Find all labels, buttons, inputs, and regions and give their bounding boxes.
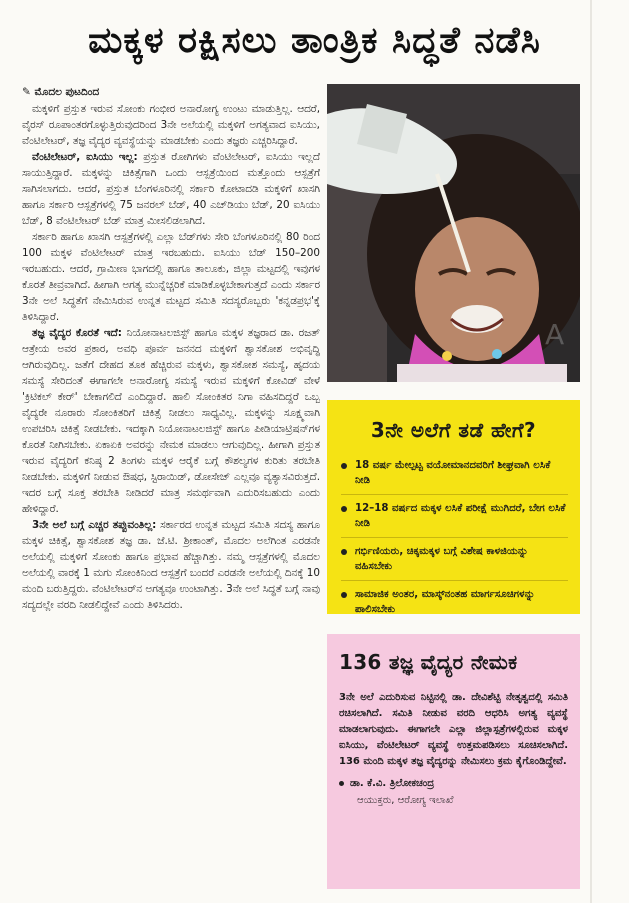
prevention-list	[341, 458, 568, 623]
list-item: ಸಾಮಾಜಿಕ ಅಂತರ, ಮಾಸ್ಕ್‌ನಂತಹ ಮಾರ್ಗಸೂಚಿಗಳನ್ನು ಪಾಲಿಸಬೇಕು	[341, 587, 568, 623]
quote-name: ಡಾ. ಕೆ.ವಿ. ತ್ರಿಲೋಕಚಂದ್ರ	[350, 778, 435, 789]
page-edge-divider	[590, 0, 592, 903]
paragraph-4: ತಜ್ಞ ವೈದ್ಯರ ಕೊರತೆ ಇದೆ: ನಿಯೋನಾಟಲಜಿಸ್ಟ್ ಹಾಗೂ ಮಕ್ಕಳ ತಜ್ಞರಾದ ಡಾ. ರಜತ್ ಆತ್ರೇಯ ಅವರ ಪ್ರಕಾರ, ಅವಧಿ ಪೂರ್ವ ಜನನದ ಮಕ್ಕಳಿಗೆ ಶ್ವಾಸಕೋಶ ಅಭಿವೃದ್ಧಿ ಆಗಿರುವುದಿಲ್ಲ. ಜತೆಗೆ ದೇಹದ ತೂಕ ಹೆಚ್ಚಿರುವ ಮಕ್ಕಳು, ಶ್ವಾಸಕೋಶ ಸಮಸ್ಯೆ, ಹೃದಯ ಸಮಸ್ಯೆ ಸೇರಿದಂತೆ ಈಗಾಗಲೇ ಅನಾರೋಗ್ಯ ಸಮಸ್ಯೆ ಇರುವ ಮಕ್ಕಳಿಗೆ ಕೋವಿಡ್ ವೇಳೆ 'ಕ್ರಿಟಿಕಲ್ ಕೇರ್' ಬೇಕಾಗಲಿದೆ ಎಂದಿದ್ದಾರೆ. ಹಾಲಿ ಸೋಂಕಿತರ ನಿಗಾ ವಹಿಸದಿದ್ದರೆ ಒಬ್ಬ ವೈದ್ಯರೇ ನೂರಾರು ಸೋಂಕಿತರಿಗೆ ಚಿಕಿತ್ಸೆ ನೀಡಲು ಸಾಧ್ಯವಿಲ್ಲ. ಮಕ್ಕಳನ್ನು ಸೂಕ್ಷ್ಮವಾಗಿ ಉಪಚರಿಸಿ ಚಿಕಿತ್ಸೆ ನೀಡಬೇಕು. ಇದಕ್ಕಾಗಿ ನಿಯೋನಾಟಲಜಿಸ್ಟ್ ಹಾಗೂ ಪೀಡಿಯಾಟ್ರಿಷನ್‌ಗಳ ಕೊರತೆ ನೀಗಿಸಬೇಕು. ಏಕಾಏಕಿ ಅವರನ್ನು ನೇಮಕ ಮಾಡಲು ಆಗುವುದಿಲ್ಲ. ಹೀಗಾಗಿ ಪ್ರಸ್ತುತ ಇರುವ ವೈದ್ಯರಿಗೆ ಕನಿಷ್ಠ 2 ತಿಂಗಳು ಮಕ್ಕಳ ಆರೈಕೆ ಬಗ್ಗೆ ಕೌಶಲ್ಯಗಳ ಕುರಿತು ತರಬೇತಿ ನೀಡಬೇಕು. ಮಕ್ಕಳಿಗೆ ನೀಡುವ ಔಷಧ, ಸ್ಟಿರಾಯಿಡ್, ಡೋಸೇಜ್ ಎಲ್ಲವೂ ವ್ಯತ್ಯಾಸವಿರುತ್ತದೆ. ಇದರ ಬಗ್ಗೆ ಸೂಕ್ತ ತರಬೇತಿ ನೀಡಿದರೆ ಮಾತ್ರ ಸಮರ್ಥವಾಗಿ ಎದುರಿಸಬಹುದು ಎಂದು ಹೇಳಿದ್ದಾರೆ.	[22, 327, 320, 515]
prevention-box	[327, 400, 580, 614]
dateline: ✎ ಮೊದಲ ಪುಟದಿಂದ	[22, 86, 100, 98]
headline: ಮಕ್ಕಳ ರಕ್ಷಿಸಲು ತಾಂತ್ರಿಕ ಸಿದ್ಧತೆ ನಡೆಸಿ	[88, 20, 541, 61]
child-swab-test-photo	[327, 84, 580, 382]
bullet-icon	[341, 506, 347, 512]
paragraph-1: ಮಕ್ಕಳಿಗೆ ಪ್ರಸ್ತುತ ಇರುವ ಸೋಂಕು ಗಂಭೀರ ಅನಾರೋಗ್ಯ ಉಂಟು ಮಾಡುತ್ತಿಲ್ಲ. ಆದರೆ, ವೈರಸ್ ರೂಪಾಂತರಗೊಳ್ಳುತ್ತಿರುವುದರಿಂದ 3ನೇ ಅಲೆಯಲ್ಲಿ ಮಕ್ಕಳಿಗೆ ಅಗತ್ಯವಾದ ಐಸಿಯು, ವೆಂಟಿಲೇಟರ್, ತಜ್ಞ ವೈದ್ಯರ ವ್ಯವಸ್ಥೆಯನ್ನು ಮಾಡಬೇಕು ಎಂದು ತಜ್ಞರು ಎಚ್ಚರಿಸಿದ್ದಾರೆ.	[22, 103, 320, 147]
paragraph-2: ವೆಂಟಿಲೇಟರ್, ಐಸಿಯು ಇಲ್ಲ: ಪ್ರಸ್ತುತ ರೋಗಿಗಳು ವೆಂಟಿಲೇಟರ್, ಐಸಿಯು ಇಲ್ಲದೆ ಸಾಯುತ್ತಿದ್ದಾರೆ. ಮಕ್ಕಳನ್ನು ಚಿಕಿತ್ಸೆಗಾಗಿ ಒಂದು ಆಸ್ಪತ್ರೆಯಿಂದ ಮತ್ತೊಂದು ಆಸ್ಪತ್ರೆಗೆ ಸಾಗಿಸಲಾಗದು. ಆದರೆ, ಪ್ರಸ್ತುತ ಬೆಂಗಳೂರಿನಲ್ಲಿ ಸರ್ಕಾರಿ ಕೋಟಾದಡಿ ಮಕ್ಕಳಿಗೆ ಖಾಸಗಿ ಹಾಗೂ ಸರ್ಕಾರಿ ಆಸ್ಪತ್ರೆಗಳಲ್ಲಿ 75 ಜನರಲ್ ಬೆಡ್, 40 ಎಚ್‌ಡಿಯು ಬೆಡ್, 20 ಐಸಿಯು ಬೆಡ್, 8 ವೆಂಟಿಲೇಟರ್ ಬೆಡ್ ಮಾತ್ರ ಮೀಸಲಿಡಲಾಗಿದೆ.	[22, 151, 320, 227]
prevention-box-title: 3ನೇ ಅಲೆಗೆ ತಡೆ ಹೇಗೆ?	[370, 418, 537, 442]
svg-text:A: A	[545, 318, 565, 351]
doctor-appointment-title: 136 ತಜ್ಞ ವೈದ್ಯರ ನೇಮಕ	[339, 650, 518, 674]
quote-attribution	[339, 776, 568, 791]
list-item: ಗರ್ಭಿಣಿಯರು, ಚಿಕ್ಕಮಕ್ಕಳ ಬಗ್ಗೆ ವಿಶೇಷ ಕಾಳಜಿಯನ್ನು ವಹಿಸಬೇಕು	[341, 544, 568, 581]
article-body	[22, 84, 320, 896]
list-item: 18 ವರ್ಷ ಮೇಲ್ಪಟ್ಟ ವಯೋಮಾನದವರಿಗೆ ಶೀಘ್ರವಾಗಿ ಲಸಿಕೆ ನೀಡಿ	[341, 458, 568, 495]
subhead-doctor-shortage: ತಜ್ಞ ವೈದ್ಯರ ಕೊರತೆ ಇದೆ:	[32, 327, 122, 339]
doctor-appointment-box	[327, 634, 580, 889]
bullet-icon	[341, 592, 347, 598]
subhead-third-wave: 3ನೇ ಅಲೆ ಬಗ್ಗೆ ಎಚ್ಚರ ತಪ್ಪುವಂತಿಲ್ಲ:	[32, 519, 157, 531]
bullet-icon	[339, 781, 344, 786]
list-item: 12–18 ವರ್ಷದ ಮಕ್ಕಳ ಲಸಿಕೆ ಪರೀಕ್ಷೆ ಮುಗಿದರೆ, ಬೇಗ ಲಸಿಕೆ ನೀಡಿ	[341, 501, 568, 538]
doctor-appointment-body: 3ನೇ ಅಲೆ ಎದುರಿಸುವ ನಿಟ್ಟಿನಲ್ಲಿ ಡಾ. ದೇವಿಶೆಟ್ಟಿ ನೇತೃತ್ವದಲ್ಲಿ ಸಮಿತಿ ರಚಿಸಲಾಗಿದೆ. ಸಮಿತಿ ನೀಡುವ ವರದಿ ಆಧರಿಸಿ ಅಗತ್ಯ ವ್ಯವಸ್ಥೆ ಮಾಡಲಾಗುವುದು. ಈಗಾಗಲೇ ಎಲ್ಲಾ ಜಿಲ್ಲಾಸ್ಪತ್ರೆಗಳಲ್ಲಿರುವ ಮಕ್ಕಳ ಐಸಿಯು, ವೆಂಟಿಲೇಟರ್ ವ್ಯವಸ್ಥೆ ಉತ್ತಮಪಡಿಸಲು ಸೂಚಿಸಲಾಗಿದೆ. 136 ಮಂದಿ ಮಕ್ಕಳ ತಜ್ಞ ವೈದ್ಯರನ್ನು ನೇಮಿಸಲು ಕ್ರಮ ಕೈಗೊಂಡಿದ್ದೇವೆ.	[339, 692, 568, 767]
paragraph-3: ಸರ್ಕಾರಿ ಹಾಗೂ ಖಾಸಗಿ ಆಸ್ಪತ್ರೆಗಳಲ್ಲಿ ಎಲ್ಲಾ ಬೆಡ್‌ಗಳು ಸೇರಿ ಬೆಂಗಳೂರಿನಲ್ಲಿ 80 ರಿಂದ 100 ಮಕ್ಕಳ ವೆಂಟಿಲೇಟರ್ ಮಾತ್ರ ಇರಬಹುದು. ಐಸಿಯು ಬೆಡ್ 150–200 ಇರಬಹುದು. ಆದರೆ, ಗ್ರಾಮೀಣ ಭಾಗದಲ್ಲಿ ಹಾಗೂ ತಾಲೂಕು, ಜಿಲ್ಲಾ ಮಟ್ಟದಲ್ಲಿ ಇವುಗಳ ಕೊರತೆ ತೀವ್ರವಾಗಿದೆ. ಹೀಗಾಗಿ ಅಗತ್ಯ ಮುನ್ನೆಚ್ಚರಿಕೆ ಮಾಡಿಕೊಳ್ಳಬೇಕಾಗುತ್ತದೆ ಎಂದು ಸರ್ಕಾರ 3ನೇ ಅಲೆ ಸಿದ್ಧತೆಗೆ ನೇಮಿಸಿರುವ ಉನ್ನತ ಮಟ್ಟದ ಸಮಿತಿ ಸದಸ್ಯರೊಬ್ಬರು 'ಕನ್ನಡಪ್ರಭ'ಕ್ಕೆ ತಿಳಿಸಿದ್ದಾರೆ.	[22, 231, 320, 323]
bullet-icon	[341, 463, 347, 469]
paragraph-5: 3ನೇ ಅಲೆ ಬಗ್ಗೆ ಎಚ್ಚರ ತಪ್ಪುವಂತಿಲ್ಲ: ಸರ್ಕಾರದ ಉನ್ನತ ಮಟ್ಟದ ಸಮಿತಿ ಸದಸ್ಯ ಹಾಗೂ ಮಕ್ಕಳ ಚಿಕಿತ್ಸೆ, ಶ್ವಾಸಕೋಶ ತಜ್ಞ ಡಾ. ಜೆ.ಟಿ. ಶ್ರೀಕಾಂತ್, ಮೊದಲ ಅಲೆಗಿಂತ ಎರಡನೇ ಅಲೆಯಲ್ಲಿ ಮಕ್ಕಳಿಗೆ ಸೋಂಕು ಹಾಗೂ ಪ್ರಭಾವ ಹೆಚ್ಚಾಗಿತ್ತು. ನಮ್ಮ ಆಸ್ಪತ್ರೆಗಳಲ್ಲಿ ಮೊದಲ ಅಲೆಯಲ್ಲಿ ವಾರಕ್ಕೆ 1 ಮಗು ಸೋಂಕಿನಿಂದ ಆಸ್ಪತ್ರೆಗೆ ಬಂದರೆ ಎರಡನೇ ಅಲೆಯಲ್ಲಿ ದಿನಕ್ಕೆ 10 ಮಂದಿ ಬರುತ್ತಿದ್ದರು. ವೆಂಟಿಲೇಟರ್‌ನ ಅಗತ್ಯವೂ ಉಂಟಾಗಿತ್ತು. 3ನೇ ಅಲೆ ಸಿದ್ಧತೆ ಬಗ್ಗೆ ನಾವು ಸದ್ಯದಲ್ಲೇ ವರದಿ ನೀಡಲಿದ್ದೇವೆ ಎಂದು ತಿಳಿಸಿದರು.	[22, 519, 320, 611]
subhead-ventilator-icu: ವೆಂಟಿಲೇಟರ್, ಐಸಿಯು ಇಲ್ಲ:	[32, 151, 138, 163]
bullet-icon	[341, 549, 347, 555]
quote-role: ಆಯುಕ್ತರು, ಆರೋಗ್ಯ ಇಲಾಖೆ	[357, 795, 454, 806]
